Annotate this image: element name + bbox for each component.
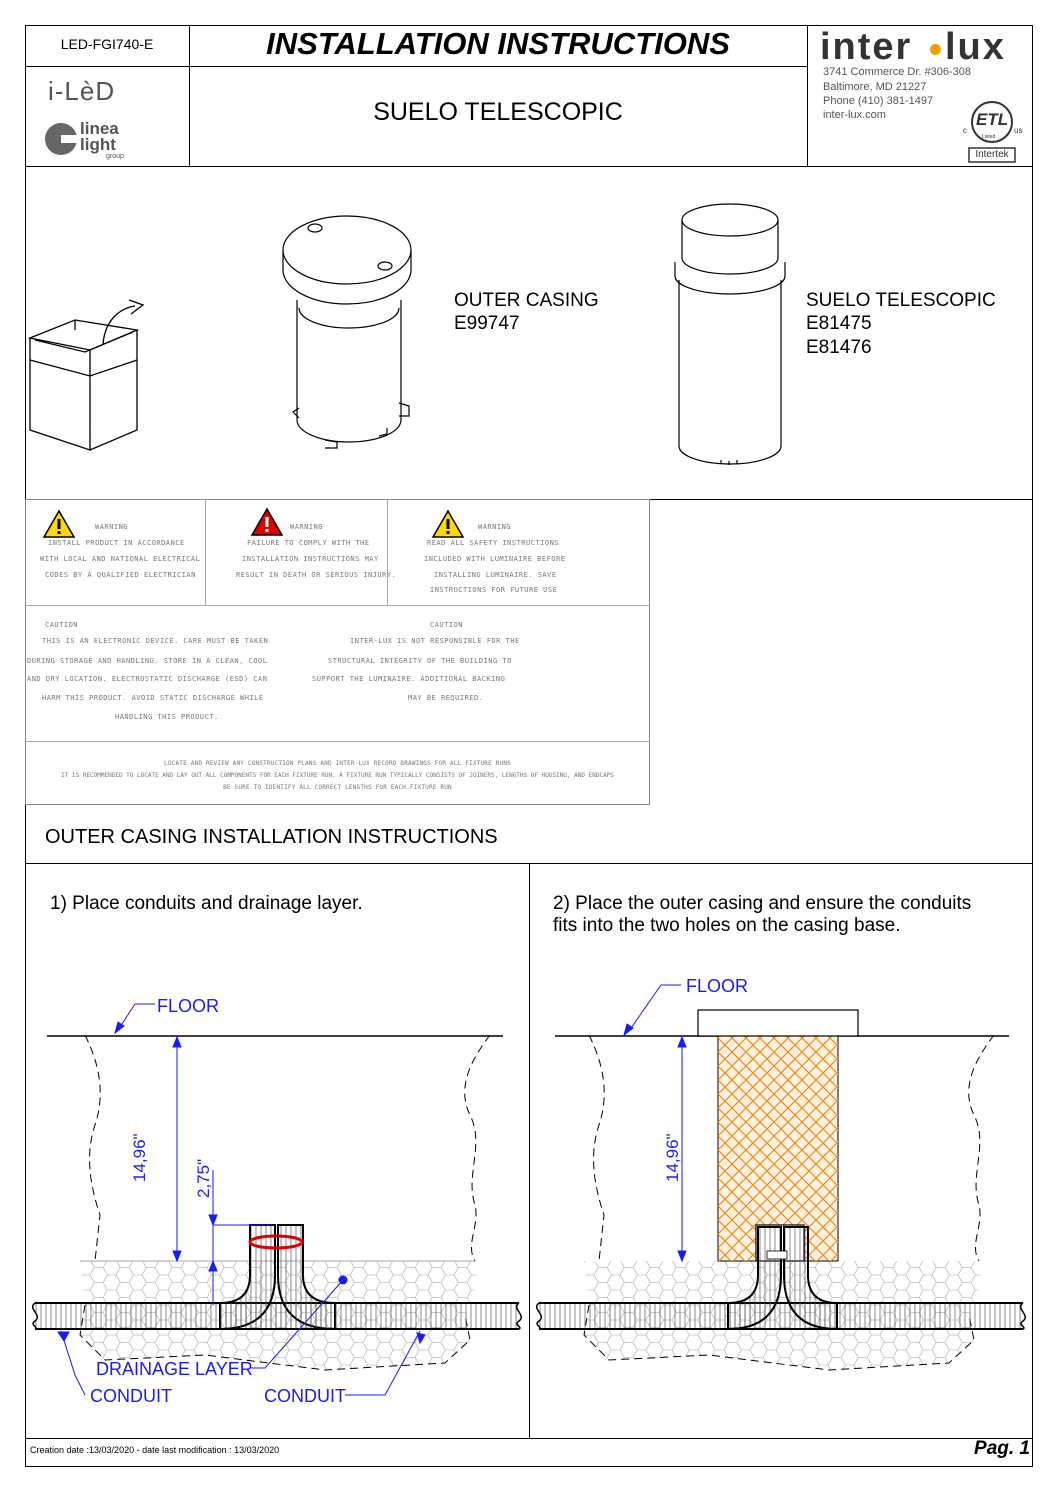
doc-code: LED-FGI740-E xyxy=(60,36,154,52)
caution-1-line: THIS IS AN ELECTRONIC DEVICE. CARE MUST BE TAKEN xyxy=(42,637,269,645)
warning-2-line: FAILURE TO COMPLY WITH THE xyxy=(247,539,370,547)
warning-1-line: CODES BY A QUALIFIED ELECTRICIAN xyxy=(45,571,196,579)
doc-code-divider xyxy=(25,66,189,67)
header-divider xyxy=(25,166,1033,167)
packaging-box-drawing xyxy=(25,290,185,460)
step-2-text-line-2: fits into the two holes on the casing base. xyxy=(553,915,901,936)
section-title: OUTER CASING INSTALLATION INSTRUCTIONS xyxy=(45,826,498,848)
linea-logo-text-2: light xyxy=(80,135,116,154)
caution-2-line: INTER-LUX IS NOT RESPONSIBLE FOR THE xyxy=(350,637,520,645)
safety-row1-divider xyxy=(25,605,650,606)
step-2-text-line-1: 2) Place the outer casing and ensure the conduits xyxy=(553,893,972,914)
warning-3-line: INSTRUCTIONS FOR FUTURE USE xyxy=(430,586,558,594)
drainage-layer-label: DRAINAGE LAYER xyxy=(96,1359,253,1379)
outer-casing-code: E99747 xyxy=(454,313,520,334)
page-title: INSTALLATION INSTRUCTIONS xyxy=(266,26,730,61)
etl-us-text: us xyxy=(1014,126,1023,135)
warning-2-line: INSTALLATION INSTRUCTIONS MAY xyxy=(242,555,379,563)
warning-1-title: WARNING xyxy=(95,523,129,531)
caution-1-line: HANDLING THIS PRODUCT. xyxy=(115,713,219,721)
product-name: SUELO TELESCOPIC xyxy=(373,98,623,126)
warning-1-line: INSTALL PRODUCT IN ACCORDANCE xyxy=(48,539,185,547)
caution-1-line: AND DRY LOCATION. ELECTROSTATIC DISCHARGE (ESD) CAN xyxy=(27,675,268,683)
step-1-text: 1) Place conduits and drainage layer. xyxy=(50,893,363,914)
footer-divider xyxy=(25,1438,1033,1439)
company-website: inter-lux.com xyxy=(823,109,886,121)
iled-logo: i-LèD xyxy=(48,76,116,106)
interlux-logo-right: lux xyxy=(945,26,1006,68)
linea-logo-text-1: linea xyxy=(80,119,119,138)
warning-1-line: WITH LOCAL AND NATIONAL ELECTRICAL xyxy=(40,555,201,563)
etl-mark-text: ETL xyxy=(976,110,1009,129)
linea-light-logo-icon xyxy=(44,120,84,160)
notice-line: BE SURE TO IDENTIFY ALL CORRECT LENGTHS FOR EACH FIXTURE RUN xyxy=(223,784,452,791)
caution-2-line: STRUCTURAL INTEGRITY OF THE BUILDING TO xyxy=(328,657,512,665)
caution-2-title: CAUTION xyxy=(430,621,464,629)
notice-line: LOCATE AND REVIEW ANY CONSTRUCTION PLANS AND INTER-LUX RECORD DRAWINGS FOR ALL FIXTURE RUNS xyxy=(164,760,511,767)
danger-triangle-icon xyxy=(250,507,284,537)
page-number: Pag. 1 xyxy=(974,1438,1030,1459)
warning-2-line: RESULT IN DEATH OR SERIOUS INJURY. xyxy=(236,571,397,579)
etl-listed-text: Listed xyxy=(982,134,996,140)
step-2-floor-label: FLOOR xyxy=(686,976,749,996)
footer-dates: Creation date :13/03/2020 - date last modification : 13/03/2020 xyxy=(30,1445,280,1455)
notice-line: IT IS RECOMMENDED TO LOCATE AND LAY OUT ALL COMPONENTS FOR EACH FIXTURE RUN. A FIXTURE RUN TYPICALLY CONSISTS OF JOINERS, LENGTHS OF HOUSING, AND ENDCAPS xyxy=(61,772,614,779)
linea-logo-text-3: group xyxy=(106,153,124,160)
step-2-diagram xyxy=(529,975,1033,1415)
caution-2-line: SUPPORT THE LUMINAIRE. ADDITIONAL BACKING xyxy=(312,675,506,683)
step-1-conduit-dimension: 2,75" xyxy=(194,1158,213,1198)
warning-3-line: INCLUDED WITH LUMINAIRE BEFORE xyxy=(424,555,566,563)
title-divider xyxy=(189,66,807,67)
intertek-text: Intertek xyxy=(975,149,1009,160)
etl-c-text: c xyxy=(963,126,967,135)
step-1-depth-dimension: 14,96" xyxy=(130,1133,149,1182)
company-address-2: Baltimore, MD 21227 xyxy=(823,81,927,93)
caution-2-line: MAY BE REQUIRED. xyxy=(408,694,484,702)
warning-3-line: INSTALLING LUMINAIRE. SAVE xyxy=(434,571,557,579)
fixture-code-1: E81475 xyxy=(806,313,872,334)
safety-row2-divider xyxy=(25,741,650,742)
fixture-label: SUELO TELESCOPIC xyxy=(806,290,996,311)
warning-3-title: WARNING xyxy=(478,523,512,531)
warning-triangle-icon xyxy=(42,509,76,539)
warning-3-line: READ ALL SAFETY INSTRUCTIONS xyxy=(427,539,560,547)
safety-col2-divider xyxy=(387,499,388,605)
header-col2-divider xyxy=(807,25,808,166)
warning-2-title: WARNING xyxy=(290,523,324,531)
fixture-code-2: E81476 xyxy=(806,337,872,358)
outer-casing-drawing xyxy=(275,208,455,458)
company-phone: Phone (410) 381-1497 xyxy=(823,95,934,107)
conduit-label-left: CONDUIT xyxy=(90,1386,172,1406)
step-2-depth-dimension: 14,96" xyxy=(663,1133,682,1182)
conduit-label-right: CONDUIT xyxy=(264,1386,346,1406)
suelo-telescopic-drawing xyxy=(665,196,805,476)
safety-col1-divider xyxy=(205,499,206,605)
warning-triangle-icon xyxy=(431,509,465,539)
caution-1-line: DURING STORAGE AND HANDLING. STORE IN A CLEAN, COOL xyxy=(27,657,268,665)
interlux-logo-dot-icon xyxy=(930,44,941,55)
step-1-diagram xyxy=(25,975,529,1415)
caution-1-line: HARM THIS PRODUCT. AVOID STATIC DISCHARGE WHILE xyxy=(42,694,264,702)
interlux-logo-left: inter xyxy=(820,26,913,68)
outer-casing-label: OUTER CASING xyxy=(454,290,599,311)
company-address-1: 3741 Commerce Dr. #306-308 xyxy=(823,66,971,78)
caution-1-title: CAUTION xyxy=(45,621,79,629)
step-1-floor-label: FLOOR xyxy=(157,996,220,1016)
